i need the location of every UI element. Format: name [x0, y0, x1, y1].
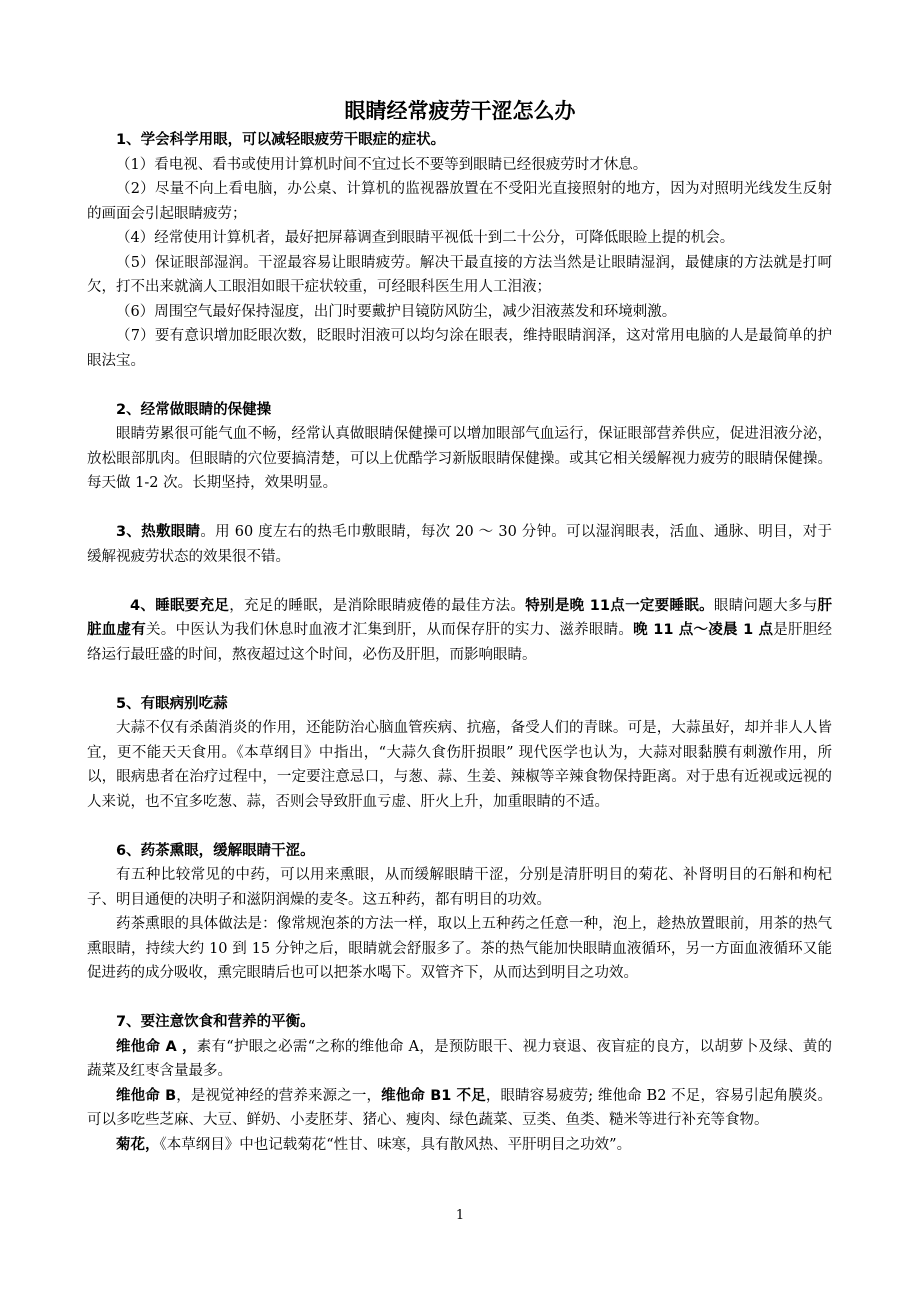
section-7-heading: 7、要注意饮食和营养的平衡。: [116, 1014, 315, 1030]
chrysanthemum-text: 《本草纲目》中也记载菊花“性甘、味寒，具有散风热、平肝明目之功效”。: [159, 1136, 632, 1153]
page-number: 1: [455, 1208, 465, 1223]
vitamin-b-text-1: ，是视觉神经的营养来源之一，: [176, 1087, 382, 1104]
section-1-item-5: （5）保证眼部湿润。干涩最容易让眼睛疲劳。解决干最直接的方法当然是让眼睛湿润，最健康的方法就是打呵欠，打不出来就滴人工眼泪如眼干症状较重，可经眼科医生用人工泪液；: [87, 254, 832, 295]
section-1-heading: 1、学会科学用眼，可以减轻眼疲劳干眼症的症状。: [116, 132, 446, 148]
section-3-paragraph: [87, 520, 832, 569]
section-4-paragraph: [87, 594, 832, 668]
section-4-text-2: 眼睛问题大多与: [713, 597, 818, 614]
spacer: [87, 814, 832, 839]
spacer: [87, 667, 832, 692]
section-6-paragraph-2: 药茶熏眼的具体做法是：像常规泡茶的方法一样，取以上五种药之任意一种，泡上，趁热放置眼前，用茶的热气熏眼睛，持续大约 10 到 15 分钟之后，眼睛就会舒服多了。茶的热气能加快眼睛血液循环，另一方面血液循环又能促进药的成分吸收，熏完眼睛后也可以把茶水喝下。双管齐下，从而达到明目之功效。: [87, 916, 832, 981]
vitamin-a-text: 素有“护眼之必需“之称的维他命 A，是预防眼干、视力衰退、夜盲症的良方，以胡萝卜及绿、黄的蔬菜及红枣含量最多。: [87, 1038, 832, 1079]
spacer: [87, 986, 832, 1011]
section-4-bold-3: 晚 11 点～凌晨 1 点: [633, 622, 774, 638]
section-4-bold-2: 肝脏血虚有: [87, 597, 833, 638]
section-6-heading: 6、药茶熏眼，缓解眼睛干涩。: [116, 842, 315, 859]
section-5-paragraph: 大蒜不仅有杀菌消炎的作用，还能防治心脑血管疾病、抗癌，备受人们的青睐。可是，大蒜虽好，却并非人人皆宜，更不能天天食用。《本草纲目》中指出，“大蒜久食伤肝损眼” 现代医学也认为，大蒜对眼黏膜有刺激作用，所以，眼病患者在治疗过程中，一定要注意忌口，与葱、蒜、生姜、辣椒等辛辣食物保持距离。对于患有近视或远视的人来说，也不宜多吃葱、蒜，否则会导致肝血亏虚、肝火上升，加重眼睛的不适。: [87, 720, 832, 810]
section-4-text-4: 是肝胆经络运行最旺盛的时间，熬夜超过这个时间，必伤及肝胆，而影响眼睛。: [87, 622, 833, 663]
section-2-paragraph: 眼睛劳累很可能气血不畅，经常认真做眼睛保健操可以增加眼部气血运行，保证眼部营养供应，促进泪液分泌，放松眼部肌肉。但眼睛的穴位要搞清楚，可以上优酷学习新版眼睛保健操。或其它相关缓解视力疲劳的眼睛保健操。每天做 1-2 次。长期坚持，效果明显。: [87, 426, 832, 491]
vitamin-a-label: 维他命 A ，: [116, 1038, 197, 1055]
section-1-item-2: （2）尽量不向上看电脑，办公桌、计算机的监视器放置在不受阳光直接照射的地方，因为对照明光线发生反射的画面会引起眼睛疲劳；: [87, 181, 832, 222]
section-2-heading: 2、经常做眼睛的保健操: [116, 401, 272, 418]
spacer: [87, 496, 832, 521]
page-title: 眼睛经常疲劳干涩怎么办: [344, 99, 576, 123]
section-1-item-4: （4）经常使用计算机者，最好把屏幕调查到眼睛平视低十到二十公分，可降低眼睑上提的机会。: [116, 230, 735, 246]
section-1-item-6: （6）周围空气最好保持湿度，出门时要戴护目镜防风防尘，减少泪液蒸发和环境刺激。: [116, 303, 677, 320]
spacer: [87, 569, 832, 594]
spacer: [87, 373, 832, 398]
vitamin-b-paragraph: [87, 1084, 832, 1133]
section-1-item-1: （1）看电视、看书或使用计算机时间不宜过长不要等到眼睛已经很疲劳时才休息。: [116, 156, 648, 173]
section-1-item-7: （7）要有意识增加眨眼次数，眨眼时泪液可以均匀涂在眼表，维持眼睛润泽，这对常用电脑的人是最简单的护眼法宝。: [87, 328, 832, 369]
section-3-text: 。用 60 度左右的热毛巾敷眼睛，每次 20 ～ 30 分钟。可以湿润眼表，活血、通脉、明目，对于缓解视疲劳状态的效果很不错。: [87, 524, 832, 565]
vitamin-b-text-2: ，眼睛容易疲劳; 维他命 B2 不足，容易引起角膜炎。可以多吃些芝麻、大豆、鲜奶、小麦胚芽、猪心、瘦肉、绿色蔬菜、豆类、鱼类、糙米等进行补充等食物。: [87, 1087, 833, 1128]
section-4-text-1: ，充足的睡眠，是消除眼睛疲倦的最佳方法。: [229, 597, 526, 614]
vitamin-b1-label: 维他命 B1 不足: [381, 1087, 486, 1104]
chrysanthemum-label: 菊花，: [116, 1136, 160, 1153]
section-5-heading: 5、有眼病别吃蒜: [116, 695, 228, 712]
section-6-paragraph-1: 有五种比较常见的中药，可以用来熏眼，从而缓解眼睛干涩，分别是清肝明目的菊花、补肾明目的石斛和枸杞子、明目通便的决明子和滋阴润燥的麦冬。这五种药，都有明目的功效。: [87, 867, 832, 908]
vitamin-a-paragraph: [87, 1035, 832, 1084]
vitamin-b-label: 维他命 B: [116, 1087, 177, 1104]
section-3-heading: 3、热敷眼睛: [116, 524, 201, 540]
section-4-heading: 4、睡眠要充足: [130, 597, 230, 614]
section-4-text-3: 关。中医认为我们休息时血液才汇集到肝，从而保存肝的实力、滋养眼睛。: [146, 622, 634, 638]
section-4-bold-1: 特别是晚 11点一定要睡眠。: [525, 597, 714, 614]
chrysanthemum-paragraph: [87, 1133, 832, 1158]
document-body: [87, 128, 832, 1157]
